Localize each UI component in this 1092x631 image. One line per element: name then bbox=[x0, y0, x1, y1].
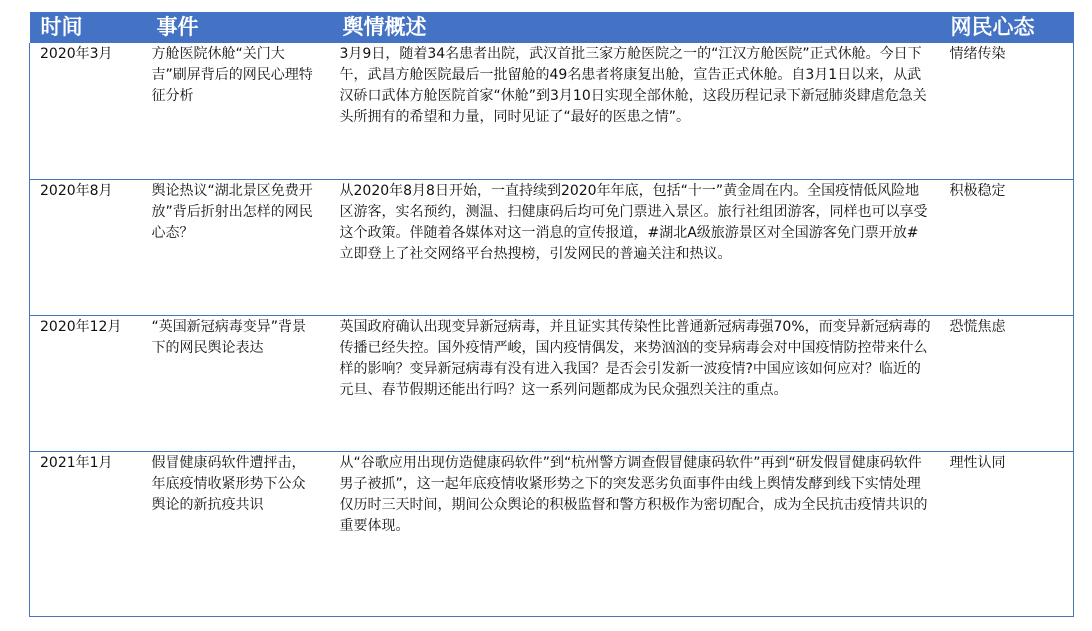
cell-event: 假冒健康码软件遭抨击，年底疫情收紧形势下公众舆论的新抗疫共识 bbox=[151, 454, 306, 513]
table-body bbox=[30, 43, 1074, 616]
header-event: 事件 bbox=[156, 15, 199, 39]
cell-summary: 3月9日，随着34名患者出院，武汉首批三家方舱医院之一的“江汉方舱医院”正式休舱。今日下午，武昌方舱医院最后一批留舱的49名患者将康复出舱，宣告正式休舱。自3月1日以来，从武汉硚口武体方舱医院首家“休舱”到3月10日实现全部休舱，这段历程记录下新冠肺炎肆虐危急关头所拥有的希望和力量，同时见证了“最好的医患之情”。 bbox=[339, 46, 927, 125]
cell-event: “英国新冠病毒变异”背景下的网民舆论表达 bbox=[151, 318, 307, 356]
cell-event: 方舱医院休舱“关门大吉”刷屏背后的网民心理特征分析 bbox=[151, 46, 313, 104]
cell-summary: 从“谷歌应用出现仿造健康码软件”到“杭州警方调查假冒健康码软件”再到“研发假冒健康码软件男子被抓”，这一起年底疫情收紧形势之下的突发恶劣负面事件由线上舆情发酵到线下实情处理仅历时三天时间，期间公众舆论的积极监督和警方积极作为密切配合，成为全民抗击疫情共识的重要体现。 bbox=[339, 454, 928, 534]
table-header bbox=[30, 12, 1074, 43]
cell-summary: 从2020年8月8日开始，一直持续到2020年年底，包括“十一”黄金周在内。全国疫情低风险地区游客，实名预约，测温、扫健康码后均可免门票进入景区。旅行社组团游客，同样也可以享受这个政策。伴随着各媒体对这一消息的宣传报道，#湖北A级旅游景区对全国游客免门票开放#立即登上了社交网络平台热搜榜，引发网民的普遍关注和热议。 bbox=[339, 182, 928, 262]
cell-summary: 英国政府确认出现变异新冠病毒，并且证实其传染性比普通新冠病毒强70%，而变异新冠病毒的传播已经失控。国外疫情严峻，国内疫情偶发，来势汹汹的变异病毒会对中国疫情防控带来什么样的影响？变异新冠病毒有没有进入我国？是否会引发新一波疫情?中国应该如何应对？临近的元旦、春节假期还能出行吗？这一系列问题都成为民众强烈关注的重点。 bbox=[339, 318, 931, 398]
cell-time: 2020年3月 bbox=[30, 43, 146, 179]
cell-mood: 恐慌焦虑 bbox=[940, 315, 1074, 451]
cell-time: 2020年12月 bbox=[30, 315, 146, 451]
table-row bbox=[30, 179, 1074, 315]
cell-mood: 积极稳定 bbox=[940, 179, 1074, 315]
table-row bbox=[30, 43, 1074, 179]
table-row bbox=[30, 451, 1074, 616]
public-opinion-table bbox=[29, 12, 1074, 617]
cell-mood: 理性认同 bbox=[940, 451, 1074, 616]
cell-event: 舆论热议“湖北景区免费开放”背后折射出怎样的网民心态？ bbox=[151, 182, 313, 241]
header-row bbox=[30, 12, 1074, 43]
header-time: 时间 bbox=[40, 15, 83, 39]
header-mood: 网民心态 bbox=[950, 15, 1035, 39]
cell-mood: 情绪传染 bbox=[940, 43, 1074, 179]
header-summary: 舆情概述 bbox=[342, 15, 427, 39]
cell-time: 2020年8月 bbox=[30, 179, 146, 315]
cell-time: 2021年1月 bbox=[30, 451, 146, 616]
table-row bbox=[30, 315, 1074, 451]
